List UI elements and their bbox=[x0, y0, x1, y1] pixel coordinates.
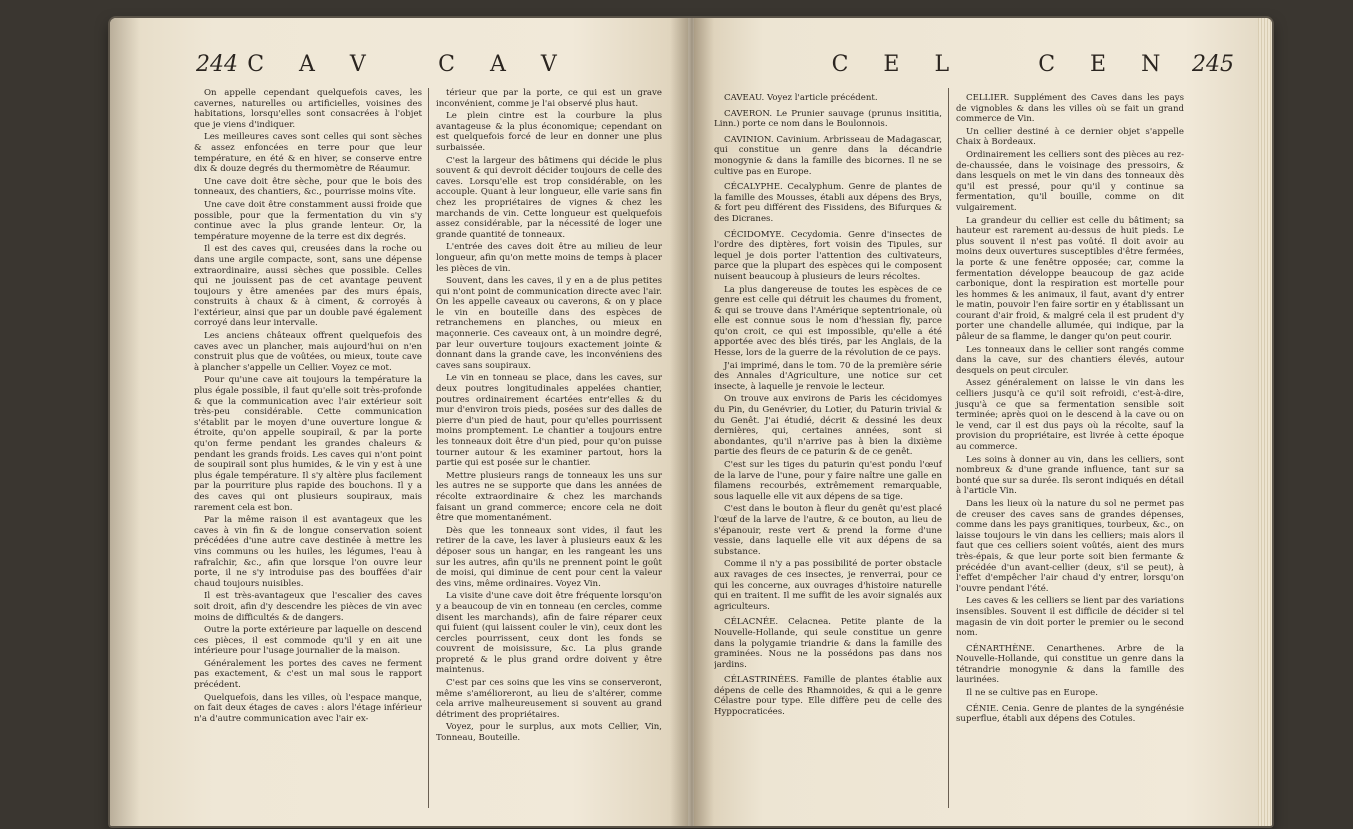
text-column bbox=[428, 88, 662, 808]
paragraph: Comme il n'y a pas possibilité de porter obstacle aux ravages de ces insectes, je renverrai, pour ce qui les concerne, aux ouvrages d'histoire naturelle qui en traitent. Il me suffit de les avoir signalés aux agriculteurs. bbox=[714, 559, 942, 612]
text-column bbox=[194, 88, 422, 808]
page-edge-shadow bbox=[110, 18, 140, 826]
paragraph: La grandeur du cellier est celle du bâtiment; sa hauteur est rarement au-dessus de huit pieds. Le plus souvent il n'est pas voûté. Il doit avoir au moins deux ouvertures susceptibles d'être fermées, la porte & une fenêtre opposée; car, comme la fermentation développe beaucoup de gaz acide carbonique, dont la respiration est mortelle pour les hommes & les animaux, il faut, avant d'y entrer le matin, pouvoir l'en faire sortir en y établissant un courant d'air froid, & malgré cela il est prudent d'y porter une chandelle allumée, qui indique, par la pâleur de sa flamme, le danger qu'on peut courir. bbox=[956, 215, 1184, 343]
paragraph: CÉLACNÉE. Celacnea. Petite plante de la Nouvelle-Hollande, qui seule constitue un genre dans la polygamie triandrie & dans la famille des graminées. Nous ne la possédons pas dans nos jardins. bbox=[714, 617, 942, 670]
text-column bbox=[948, 88, 1184, 808]
paragraph: L'entrée des caves doit être au milieu de leur longueur, afin qu'on mette moins de temps à placer les pièces de vin. bbox=[436, 242, 662, 274]
right-page bbox=[694, 18, 1272, 826]
paragraph: CÉNIE. Cenia. Genre de plantes de la syngénésie superflue, établi aux dépens des Cotules. bbox=[956, 703, 1184, 725]
paragraph: Quelquefois, dans les villes, où l'espace manque, on fait deux étages de caves : alors l'étage inférieur n'a d'autre communication avec l'air ex- bbox=[194, 692, 422, 724]
paragraph: Outre la porte extérieure par laquelle on descend ces pièces, il est commode qu'il y en ait une intérieure pour l'usage journalier de la maison. bbox=[194, 625, 422, 657]
paragraph: C'est par ces soins que les vins se conserveront, même s'amélioreront, au lieu de s'altérer, comme cela arrive malheureusement si souvent au grand détriment des propriétaires. bbox=[436, 678, 662, 720]
paragraph: CÉLASTRINÉES. Famille de plantes établie aux dépens de celle des Rhamnoides, & qui a le genre Célastre pour type. Elle diffère peu de celle des Hyppocraticées. bbox=[714, 675, 942, 718]
paragraph: On appelle cependant quelquefois caves, les cavernes, naturelles ou artificielles, voisines des habitations, lorsqu'elles sont consacrées à l'objet que je viens d'indiquer. bbox=[194, 88, 422, 130]
paragraph: CÉCALYPHE. Cecalyphum. Genre de plantes de la famille des Mousses, établi aux dépens des Brys, & fort peu différent des Fissidens, des Bifurques & des Dicranes. bbox=[714, 182, 942, 224]
paragraph: Il est des caves qui, creusées dans la roche ou dans une argile compacte, sont, sans une dépense extraordinaire, aussi sèches que possible. Celles qui ne jouissent pas de cet avantage peuvent toujours y être amenées par des murs épais, construits à chaux & à ciment, & corroyés à l'extérieur, ainsi que par un double pavé également corroyé dans leur intervalle. bbox=[194, 244, 422, 329]
paragraph: C'est la largeur des bâtimens qui décide le plus souvent & qui devroit décider toujours de celle des caves. Lorsqu'elle est trop considérable, on les accouple. Quant à leur longueur, elle varie sans fin chez les propriétaires de vignes & chez les marchands de vin. Cette longueur est quelquefois assez considérable, par la nécessité de loger une grande quantité de tonneaux. bbox=[436, 155, 662, 240]
page-number: 245 bbox=[1191, 52, 1234, 77]
page-number: 244 bbox=[196, 52, 238, 77]
book-spread bbox=[110, 18, 1272, 826]
paragraph: J'ai imprimé, dans le tom. 70 de la première série des Annales d'Agriculture, une notice sur cet insecte, à laquelle je renvoie le lecteur. bbox=[714, 360, 942, 392]
paragraph: CÉNARTHÈNE. Cenarthenes. Arbre de la Nouvelle-Hollande, qui constitue un genre dans la tétrandrie monogynie & dans la famille des laurinées. bbox=[956, 643, 1184, 686]
paragraph: Souvent, dans les caves, il y en a de plus petites qui n'ont point de communication directe avec l'air. On les appelle caveaux ou caverons, & on y place le vin en bouteille dans des espèces de retranchemens en planches, ou mieux en maçonnerie. Ces caveaux ont, à un moindre degré, par leur ouverture toujours exactement jointe & donnant dans la grande cave, les inconvéniens des caves sans soupiraux. bbox=[436, 276, 662, 371]
paragraph: Les meilleures caves sont celles qui sont sèches & assez enfoncées en terre pour que leur température, en été & en hiver, se conserve entre dix & douze degrés du thermomètre de Réaumur. bbox=[194, 132, 422, 175]
paragraph: La visite d'une cave doit être fréquente lorsqu'on y a beaucoup de vin en tonneau (en cercles, comme disent les marchands), afin de faire réparer ceux qui fuient (qui laissent couler le vin), ceux dont les cercles pourrissent, ceux dont les fonds se couvrent de moisissure, &c. La plus grande propreté & le plus grand ordre doivent y être maintenus. bbox=[436, 591, 662, 676]
paragraph: CAVEAU. Voyez l'article précédent. bbox=[724, 93, 878, 103]
paragraph: CELLIER. Supplément des Caves dans les pays de vignobles & dans les villes où se fait un grand commerce de Vin. bbox=[956, 93, 1184, 125]
paragraph: CÉCIDOMYE. Cecydomia. Genre d'insectes de l'ordre des diptères, fort voisin des Tipules, sur lequel je dois porter l'attention des cultivateurs, parce que la plupart des espèces qui le composent nuisent beaucoup à plusieurs de leurs récoltes. bbox=[714, 229, 942, 282]
paragraph: Dans les lieux où la nature du sol ne permet pas de creuser des caves sans de grandes dépenses, comme dans les pays granitiques, tourbeux, &c., on laisse toujours le vin dans les celliers; mais alors il faut que ces celliers soient voûtés, aient des murs très-épais, & que leur porte soit bien fermante & précédée d'un avant-cellier (deux, s'il se peut), à l'effet d'empêcher l'air chaud d'y entrer, lorsqu'on l'ouvre pendant l'été. bbox=[956, 498, 1184, 594]
running-head: C A V bbox=[438, 52, 571, 77]
paragraph: Par la même raison il est avantageux que les caves à vin fin & de longue conservation soient précédées d'une autre cave destinée à mettre les vins communs ou les huiles, les légumes, l'eau à rafraîchir, &c., afin que lorsque l'on ouvre leur porte, il ne s'y introduise pas des bouffées d'air chaud toujours nuisibles. bbox=[194, 515, 422, 589]
paragraph: Pour qu'une cave ait toujours la température la plus égale possible, il faut qu'elle soit très-profonde & que la communication avec l'air extérieur soit très-peu considérable. Cette communication s'établit par le moyen d'une ouverture longue & étroite, qu'on appelle soupirail, & par la porte qu'on ferme pendant les grandes chaleurs & pendant les grands froids. Les caves qui n'ont point de soupirail sont plus humides, & le vin y est à une plus égale température. Il s'y altère plus facilement par la pourriture plus rapide des bouchons. Il y a des caves qui ont plusieurs soupiraux, mais rarement cela est bon. bbox=[194, 375, 422, 513]
paragraph: CAVINION. Cavinium. Arbrisseau de Madagascar, qui constitue un genre dans la décandrie monogynie & dans la famille des bicornes. Il ne se cultive pas en Europe. bbox=[714, 134, 942, 177]
paragraph: CAVERON. Le Prunier sauvage (prunus insititia, Linn.) porte ce nom dans le Boulonnois. bbox=[714, 108, 942, 130]
paragraph: Les anciens châteaux offrent quelquefois des caves avec un plancher, mais aujourd'hui on n'en construit plus que de voûtées, ou mieux, toute cave à plancher s'appelle un Cellier. Voyez ce mot. bbox=[194, 331, 422, 373]
text-column bbox=[714, 88, 942, 808]
paragraph: Mettre plusieurs rangs de tonneaux les uns sur les autres ne se supporte que dans les années de récolte extraordinaire & chez les marchands faisant un grand commerce; encore cela ne doit être que momentanément. bbox=[436, 470, 662, 524]
book-gutter bbox=[670, 18, 714, 826]
paragraph: Il est très-avantageux que l'escalier des caves soit droit, afin d'y descendre les pièces de vin avec moins de difficultés & de dangers. bbox=[194, 591, 422, 623]
paragraph: Généralement les portes des caves ne ferment pas exactement, & c'est un mal sous le rapport précédent. bbox=[194, 658, 422, 691]
paragraph: La plus dangereuse de toutes les espèces de ce genre est celle qui détruit les chaumes du froment, & qui se trouve dans l'Amérique septentrionale, où elle est connue sous le nom d'hessian fly, parce qu'on croit, ce qui est impossible, qu'elle a été apportée avec des blés tirés, par les Anglais, de la Hesse, lors de la guerre de la révolution de ce pays. bbox=[714, 284, 942, 359]
paragraph: Une cave doit être constamment aussi froide que possible, pour que la fermentation du vin s'y continue avec la plus grande lenteur. Or, la température moyenne de la terre est dix degrés. bbox=[194, 199, 422, 242]
paragraph: Les tonneaux dans le cellier sont rangés comme dans la cave, sur des chantiers élevés, autour desquels on peut circuler. bbox=[956, 344, 1184, 376]
paragraph: C'est dans le bouton à fleur du genêt qu'est placé l'œuf de la larve de l'autre, & ce bouton, au lieu de s'épanouir, reste vert & prend la forme d'une vessie, dans laquelle elle vit aux dépens de sa substance. bbox=[714, 504, 942, 557]
paragraph: Les soins à donner au vin, dans les celliers, sont nombreux & d'une grande influence, tant sur sa bonté que sur sa durée. Ils seront indiqués en détail à l'article Vin. bbox=[956, 454, 1184, 497]
paragraph: Assez généralement on laisse le vin dans les celliers jusqu'à ce qu'il soit refroidi, c'est-à-dire, jusqu'à ce que sa fermentation sensible soit terminée; après quoi on le descend à la cave ou on le vend, car il est dus pays où la récolte, sauf la provision du propriétaire, est livrée à cette époque au commerce. bbox=[956, 378, 1184, 452]
paragraph: Il ne se cultive pas en Europe. bbox=[966, 688, 1098, 699]
running-head: C E N bbox=[1038, 52, 1175, 77]
page-edges bbox=[1258, 18, 1272, 826]
paragraph: térieur que par la porte, ce qui est un grave inconvénient, comme je l'ai observé plus haut. bbox=[436, 88, 662, 109]
paragraph: Ordinairement les celliers sont des pièces au rez-de-chaussée, dans le voisinage des pressoirs, & dans lesquels on met le vin dans des tonneaux dès qu'il est pressé, pour qu'il y continue sa fermentation, qu'il bouille, comme on dit vulgairement. bbox=[956, 149, 1184, 213]
paragraph: Une cave doit être sèche, pour que le bois des tonneaux, des chantiers, &c., pourrisse moins vîte. bbox=[194, 176, 422, 198]
left-page bbox=[110, 18, 688, 826]
paragraph: Un cellier destiné à ce dernier objet s'appelle Chaix à Bordeaux. bbox=[956, 126, 1184, 148]
running-head: C A V bbox=[247, 52, 380, 77]
left-page-header bbox=[196, 52, 660, 80]
paragraph: Les caves & les celliers se lient par des variations insensibles. Souvent il est difficile de décider si tel magasin de vin doit porter le premier ou le second nom. bbox=[956, 596, 1184, 639]
paragraph: Dès que les tonneaux sont vides, il faut les retirer de la cave, les laver à plusieurs eaux & les déposer sous un hangar, en les rangeant les uns sur les autres, afin qu'ils ne prennent point le goût de moisi, qui diminue de cent pour cent la valeur des vins, même ordinaires. Voyez Vin. bbox=[436, 525, 662, 589]
running-head: C E L bbox=[831, 52, 964, 77]
paragraph: Voyez, pour le surplus, aux mots Cellier, Vin, Tonneau, Bouteille. bbox=[436, 722, 662, 744]
paragraph: Le plein cintre est la courbure la plus avantageuse & la plus économique; cependant on est quelquefois forcé de leur en donner une plus surbaissée. bbox=[436, 111, 662, 153]
paragraph: C'est sur les tiges du paturin qu'est pondu l'œuf de la larve de l'une, pour y faire naître une galle en filamens recourbés, extrêmement remarquable, sous laquelle elle vit aux dépens de sa tige. bbox=[714, 460, 942, 502]
paragraph: On trouve aux environs de Paris les cécidomyes du Pin, du Genévrier, du Lotier, du Paturin trivial & du Genêt. J'ai étudié, décrit & dessiné les deux dernières, qui, certaines années, sont si abondantes, qu'il n'arrive pas à bien la dixième partie des fleurs de ce paturin & de ce genêt. bbox=[714, 394, 942, 458]
right-page-header bbox=[734, 52, 1234, 80]
paragraph: Le vin en tonneau se place, dans les caves, sur deux poutres longitudinales appelées chantier, poutres ordinairement écartées entr'elles & du mur d'environ trois pieds, posées sur des dalles de pierre d'un pied de haut, pour qu'elles pourrissent moins promptement. Le chantier a toujours entre les tonneaux doit être d'un pied, pour qu'on puisse tourner autour & les examiner partout, hors la partie qui est posée sur le chantier. bbox=[436, 373, 662, 469]
